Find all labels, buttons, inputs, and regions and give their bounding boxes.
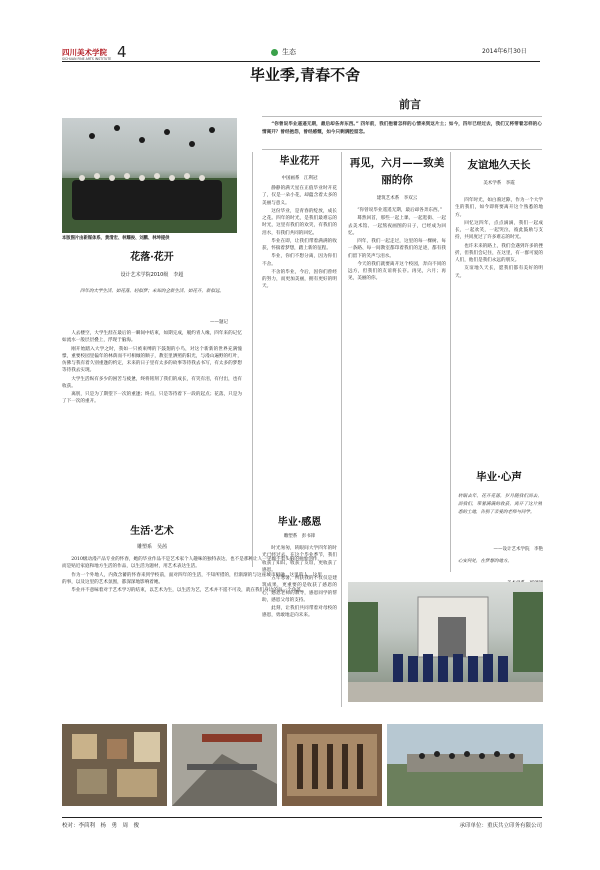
footer-rule bbox=[62, 817, 542, 818]
article1-poem: 四年的大学生活，如花落，轻似梦；未知的全新生活，如花开，新似远。 bbox=[80, 289, 224, 294]
article4-paragraph: 此刻，让我们共同带着对母校的感恩，勇敢地走向未来。 bbox=[262, 606, 337, 619]
preface-bottom-rule bbox=[262, 149, 542, 150]
article4-byline: 雕塑系 彭书锋 bbox=[283, 534, 316, 539]
article2-title: 生活·艺术 bbox=[130, 526, 174, 537]
article1-paragraph: 刚开始踏入大学之时，我如一只被束缚的下鼓翅的小鸟，对这个新新的世界充满憧憬，重要校园里偏年的林荫而不可相倾的顺子，教室里洒照的阳光，与漫山遍野的红叶，仿佛与我有着久别重逢的约定，未来的日子里有太多的故事等待我去书写，有太多的梦想等待我去实现。 bbox=[62, 346, 242, 374]
article4-body bbox=[262, 545, 337, 705]
footer-editors: 校对：李茴利 杨 勇 周 俊 bbox=[62, 823, 140, 829]
article5-paragraph: 今天的我们就要离开这个校园，奔向不同的远方，但我们的友谊将长存。再见，六月；再见，美丽的你。 bbox=[348, 261, 446, 282]
article1-byline: 设计艺术学院2010级 李超 bbox=[120, 272, 184, 278]
article1-title: 花落·花开 bbox=[130, 252, 174, 263]
bottom-photo-3 bbox=[282, 724, 382, 806]
header-rule bbox=[62, 61, 540, 62]
article6-paragraph: 回忆这四年，点点滴滴，我们一起成长，一起欢笑，一起哭泣，彼此鼓励与支持，共同度过了许多难忘的时光。 bbox=[455, 220, 543, 241]
masthead-subtitle: SICHUAN FINE ARTS INSTITUTE bbox=[62, 57, 112, 61]
column-divider bbox=[450, 152, 451, 572]
section-marker-icon bbox=[271, 49, 278, 56]
graduation-photo-art bbox=[62, 118, 237, 233]
page-number: 4 bbox=[117, 43, 127, 61]
article3-paragraph: 不舍的毕业，今后，因你们曾经的努力，而更加美丽，拥有更好的明天。 bbox=[262, 269, 337, 290]
article5-title: 再见，六月——致美丽的你 bbox=[349, 157, 445, 186]
article2-byline: 雕塑系 吴茜 bbox=[136, 544, 167, 550]
bottom-photo-1-art bbox=[62, 724, 167, 806]
article5-paragraph: 蓦然回首，那些一起上课、一起逛街、一起去美术馆、一起熬夜画图的日子，已经成为回忆。 bbox=[348, 216, 446, 236]
article3-paragraph: 毕业在即，让我们带着满满的收获，怀揣着梦想，踏上新的征程。 bbox=[262, 238, 337, 251]
article4-title: 毕业·感恩 bbox=[277, 517, 322, 528]
issue-date: 2014年6月30日 bbox=[482, 48, 527, 55]
bottom-photo-1 bbox=[62, 724, 167, 806]
article6-byline: 美术学系 李霞 bbox=[483, 181, 515, 186]
article4-paragraph: 五年寒暑，所获我的不仅仅是建筑成果，更重要的是收获了感恩的心，感恩老师的教导，感恩同学的帮助，感恩父母的支持。 bbox=[262, 576, 337, 603]
article3-body bbox=[262, 185, 337, 515]
photo-caption: 本版图片由新媒体系、黄清宏、林耀俊、刘鹏、林坤提供 bbox=[62, 236, 170, 241]
article5-paragraph: 四年，我们一起走过，这里的每一棵树、每一条路、每一间教室都印着我们的足迹，都有我们留下的笑声与泪水。 bbox=[348, 239, 446, 259]
column-divider bbox=[341, 152, 342, 707]
article2-paragraph: 作为一个外地人，内敛含蓄的怀春来到学校前，面对四年的生活，不知所措的，但渐渐的与这座城市相融，这里的人，这里的事，以及这里的艺术氛围，都深深地影响着她。 bbox=[62, 572, 322, 585]
article7-title: 毕业·心声 bbox=[476, 471, 522, 483]
article1-paragraph: 人去楼空，大学生涯在最后的一瞬间中结束，如期完成，履约青人缘，四年来的记忆如流水一般层层叠上，浮现于脑海。 bbox=[62, 331, 242, 344]
article2-paragraph: 毕业并不意味着对于艺术学习的结束，以艺术为生，以生活为艺，艺术并不遥不可及，就在我们身边的每一个角落。 bbox=[71, 588, 306, 593]
article6-title: 友谊地久天长 bbox=[467, 159, 531, 171]
graduation-photo bbox=[62, 118, 237, 233]
article2-paragraph: 2010级动漫产品专业的怀春，她的毕业作品不是艺术家个人趣味的独特表达，也不是那种让人一见倾不着头脑的抽象创作，而是贴近家庭和地方生活的作品，以生活为题材，用艺术表达生活。 bbox=[62, 557, 322, 570]
article3-paragraph: 静静的满天星在正值毕业时开花了，仅是一朵小花，却蕴含着太多的美丽与意义。 bbox=[262, 186, 337, 206]
section-label: 生态 bbox=[282, 48, 296, 56]
article6-paragraph: 四年时光，如白驹过隙，作为一个大学生的我们，如今即将要离开这个熟悉的地方。 bbox=[455, 198, 543, 218]
bottom-photo-4-art bbox=[387, 724, 543, 806]
bottom-photo-2 bbox=[172, 724, 277, 806]
preface-rule bbox=[262, 116, 542, 117]
preface-title: 前言 bbox=[399, 98, 421, 111]
article1-body bbox=[62, 330, 242, 520]
article3-title: 毕业花开 bbox=[279, 156, 320, 167]
article4-paragraph: 时光匆匆，转眼间大学四年的时光已经过去。在这个毕业季节，我们收获了知识，收获了友谊，更收获了感恩。 bbox=[262, 546, 337, 573]
article1-paragraph: 离别，只是为了期望下一次的重逢；终点，只是等待着下一段的起点；花落，只是为了下一次的重开。 bbox=[62, 392, 242, 405]
article5-byline: 建筑艺术系 李双云 bbox=[376, 196, 418, 201]
article6-paragraph: 友谊地久天长，愿我们都有美好的明天。 bbox=[455, 266, 543, 279]
article3-byline: 中国画系 江利冠 bbox=[281, 176, 318, 181]
preface-text: “你曾说毕业遥遥无期，最后却各奔东西。” 四年前，我们抱着怎样的心情来到这片土；如今，四年已经过去，我们又将带着怎样的心情离开？曾经抱怨，曾经感慨，如今只剩满腔留恋。 bbox=[262, 122, 542, 135]
masthead-title: 四川美术学院 bbox=[62, 48, 107, 57]
column-divider bbox=[252, 152, 253, 567]
article3-paragraph: 这份毕业，是青春的绽放，成长之花。四年的时光，是我们最难忘的时光，这里有我们的欢笑，有我们的泪水，有我们共同的回忆。 bbox=[262, 208, 337, 236]
article1-paragraph: 大学生活纵有多少的困苦与疲惫，终将铭刻了我们的成长，有笑有泪，有付出，也有收获。 bbox=[62, 376, 242, 389]
article7-byline1: ——设计艺术学院 李艳 bbox=[493, 547, 543, 552]
bottom-photo-2-art bbox=[172, 724, 277, 806]
page-title: 毕业季,青春不舍 bbox=[249, 66, 361, 84]
campus-graduates-art bbox=[348, 582, 543, 702]
article6-body bbox=[455, 197, 543, 462]
footer-printer: 承印单位：重庆共立印务有限公司 bbox=[459, 823, 542, 829]
article1-epigraph: ——题记 bbox=[210, 320, 228, 325]
campus-graduates-photo bbox=[348, 582, 543, 702]
article7-poem: 转眼去年，花开花落，岁月随我们而去，而我们，带着满满的收获，离开了这片熟悉的土地，告别了亲爱的老师与同学。 bbox=[458, 494, 542, 515]
article5-body bbox=[348, 207, 446, 577]
bottom-photo-4 bbox=[387, 724, 543, 806]
bottom-photo-3-art bbox=[282, 724, 382, 806]
article6-paragraph: 也许未来的路上，我们会遇到许多的挫折，但我们会记住，在这里，有一群可爱的人们，他们是我们永远的朋友。 bbox=[455, 243, 543, 263]
article3-paragraph: 毕业，你们不想分离，因为你们不舍。 bbox=[262, 254, 337, 267]
article5-paragraph: “你曾说毕业遥遥无期，最后却各奔东西。” bbox=[357, 208, 443, 213]
article7-poem2: 心安何处，在梦想的地方。 bbox=[458, 559, 512, 564]
